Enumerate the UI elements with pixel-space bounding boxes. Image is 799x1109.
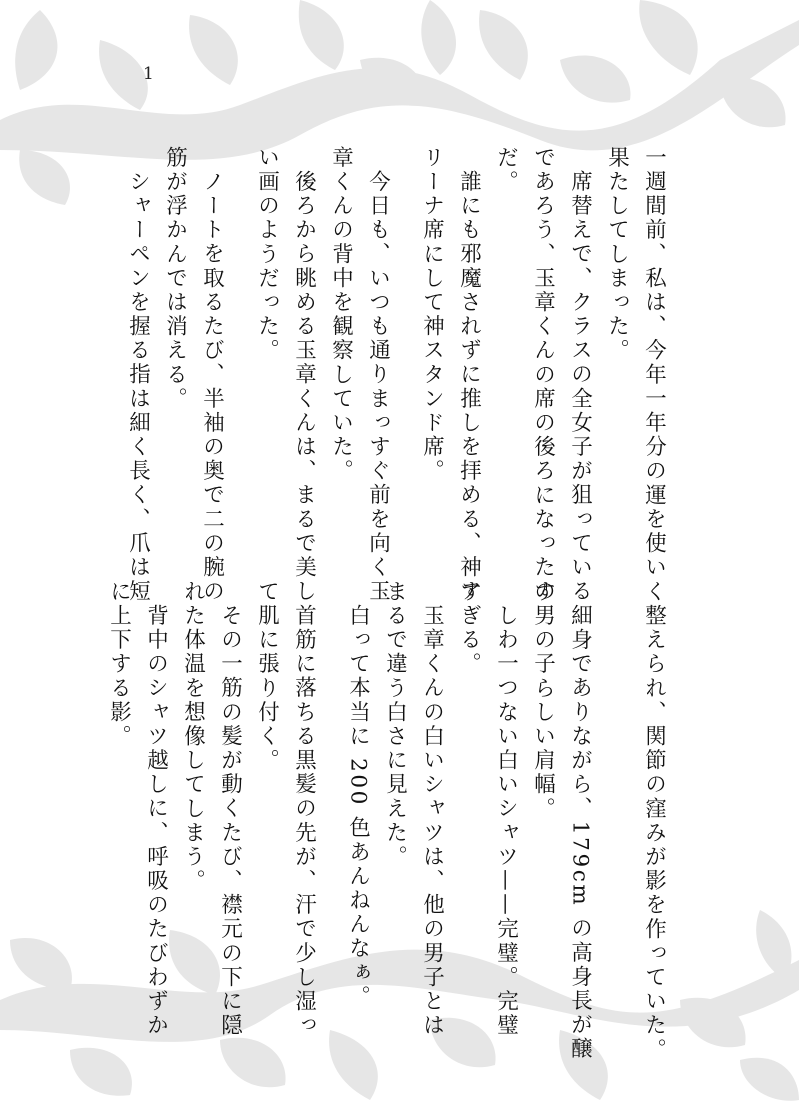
text-column: く整えられ、関節の窪みが影を作っていた。 xyxy=(641,580,667,1062)
text-column: だ。 xyxy=(493,146,519,195)
text-column: ノートを取るたび、半袖の奥で二の腕の xyxy=(199,170,225,604)
text-column: その一筋の髪が動くたび、襟元の下に隠 xyxy=(217,604,243,1038)
text-column: れた体温を想像してしまう。 xyxy=(180,580,206,894)
text-column: に上下する影。 xyxy=(106,580,132,749)
text-column: リーナ席にして神スタンド席。 xyxy=(419,146,445,484)
text-column: 細身でありながら、179cm の高身長が醸 xyxy=(567,604,593,1062)
text-column: シャーペンを握る指は細く長く、爪は短 xyxy=(125,170,151,604)
text-column: 筋が浮かんでは消える。 xyxy=(162,146,188,412)
text-column: 後ろから眺める玉章くんは、まるで美し xyxy=(291,170,317,604)
text-column: 背中のシャツ越しに、呼吸のたびわずか xyxy=(143,604,169,1038)
text-column: 果たしてしまった。 xyxy=(604,146,630,363)
text-column: であろう、玉章くんの席の後ろになったの xyxy=(530,146,556,604)
text-column: 玉章くんの白いシャツは、他の男子とは xyxy=(419,604,445,1038)
page-number: 1 xyxy=(143,64,154,84)
text-column: すぎる。 xyxy=(456,580,482,677)
text-column: て肌に張り付く。 xyxy=(254,580,280,773)
text-column: 今日も、いつも通りまっすぐ前を向く玉 xyxy=(365,170,391,604)
text-column: 席替えで、クラスの全女子が狙っている xyxy=(567,170,593,604)
text-column: しわ一つない白いシャツ——完璧。完璧 xyxy=(493,604,519,1038)
text-column: 章くんの背中を観察していた。 xyxy=(328,146,354,484)
text-column: い画のようだった。 xyxy=(254,146,280,363)
text-column: 誰にも邪魔されずに推しを拝める、神ア xyxy=(456,170,482,604)
text-column: 首筋に落ちる黒髪の先が、汗で少し湿っ xyxy=(291,604,317,1038)
text-column: す男の子らしい肩幅。 xyxy=(530,580,556,821)
text-column: 白って本当に 200 色あんねんなぁ。 xyxy=(345,604,371,1010)
text-column: まるで違う白さに見えた。 xyxy=(382,580,408,870)
text-column: 一週間前、私は、今年一年分の運を使い xyxy=(641,146,667,580)
